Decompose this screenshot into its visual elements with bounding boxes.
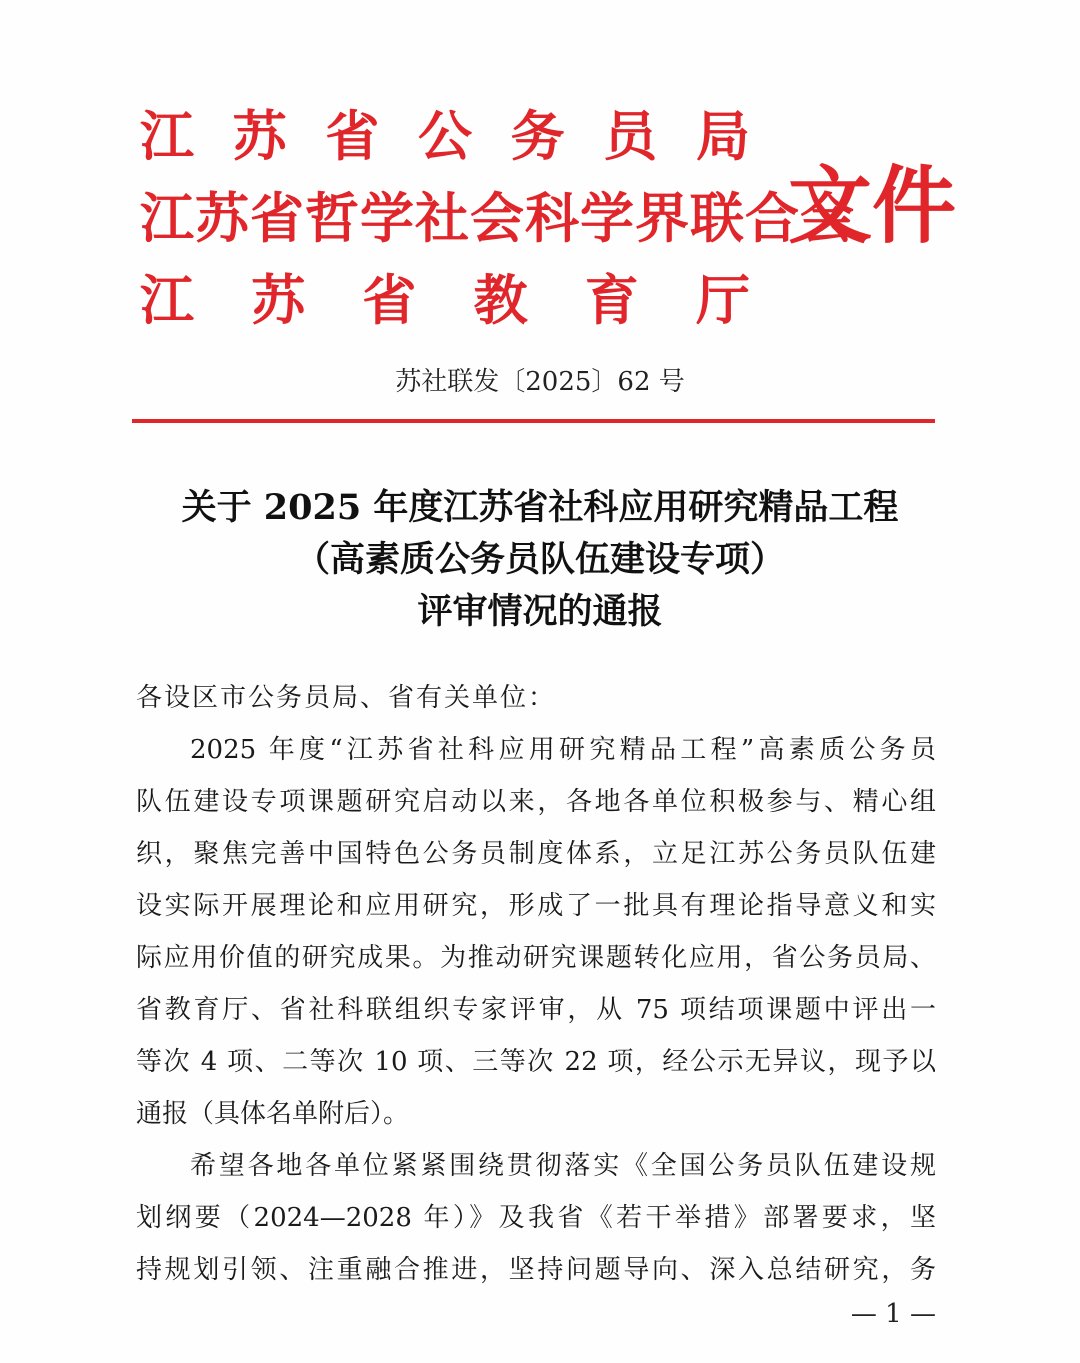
paragraph-1-line-2: 队伍建设专项课题研究启动以来，各地各单位积极参与、精心组 <box>136 787 936 817</box>
page-number: — 1 — <box>850 1299 936 1329</box>
document-number: 苏社联发〔2025〕62 号 <box>395 367 685 397</box>
document-type-label: 文件 <box>788 156 957 255</box>
paragraph-1-line-7: 等次 4 项、二等次 10 项、三等次 22 项，经公示无异议，现予以 <box>136 1047 936 1077</box>
paragraph-1-line-8: 通报（具体名单附后）。 <box>136 1099 410 1129</box>
issuer-education-department: 江 苏 省 教 育 厅 <box>140 268 750 332</box>
issuer-public-servant-bureau: 江 苏 省 公 务 员 局 <box>140 104 750 168</box>
paragraph-1-line-4: 设实际开展理论和应用研究，形成了一批具有理论指导意义和实 <box>136 891 936 921</box>
paragraph-1-line-5: 际应用价值的研究成果。为推动研究课题转化应用，省公务员局、 <box>136 943 936 973</box>
paragraph-1-line-3: 织，聚焦完善中国特色公务员制度体系，立足江苏公务员队伍建 <box>136 839 936 869</box>
paragraph-2-line-1: 希望各地各单位紧紧围绕贯彻落实《全国公务员队伍建设规 <box>190 1151 936 1181</box>
paragraph-1-line-6: 省教育厅、省社科联组织专家评审，从 75 项结项课题中评出一 <box>136 995 936 1025</box>
document-title <box>120 482 960 638</box>
issuer-social-science-federation: 江苏省哲学社会科学界联合会 <box>140 186 855 250</box>
title-line-2: （高素质公务员队伍建设专项） <box>294 539 785 580</box>
paragraph-2-line-3: 持规划引领、注重融合推进，坚持问题导向、深入总结研究，务 <box>136 1255 936 1285</box>
paragraph-2-line-2: 划纲要（2024—2028 年）》及我省《若干举措》部署要求，坚 <box>136 1203 936 1233</box>
document-header <box>140 98 957 338</box>
red-separator-line <box>132 419 935 423</box>
paragraph-1-line-1: 2025 年度“江苏省社科应用研究精品工程”高素质公务员 <box>190 735 936 765</box>
title-line-1: 关于 2025 年度江苏省社科应用研究精品工程 <box>181 487 899 528</box>
addressee-line: 各设区市公务员局、省有关单位： <box>136 683 557 713</box>
title-line-3: 评审情况的通报 <box>417 591 663 632</box>
